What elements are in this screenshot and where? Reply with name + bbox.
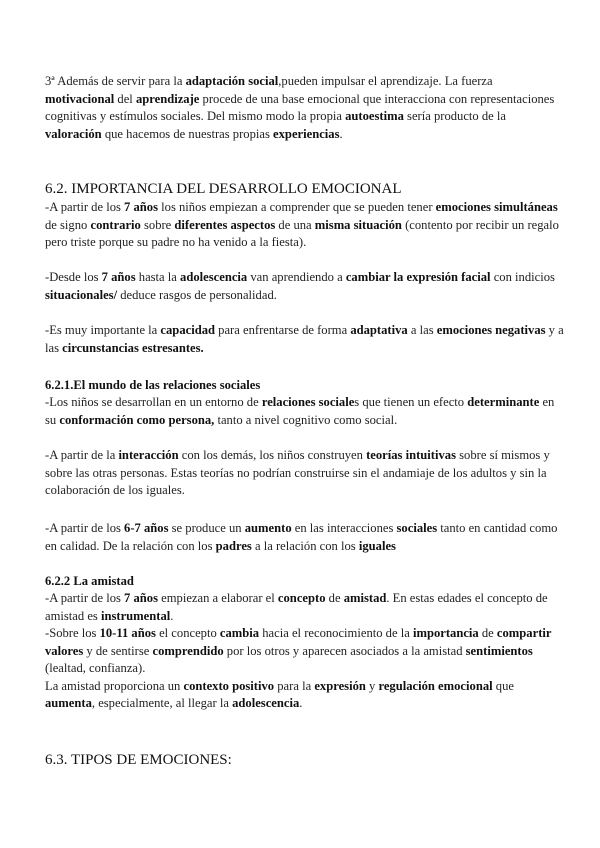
text-run: a las: [407, 323, 437, 337]
text-run: y de sentirse: [83, 643, 153, 658]
bold-text: 7 años: [124, 591, 158, 605]
paragraph-intuitive-theories: [45, 447, 565, 500]
text-run: -Es muy importante la: [45, 323, 161, 337]
text-run: en las interacciones: [291, 521, 397, 535]
text-run: hasta la: [135, 270, 181, 284]
text-run: tanto a nivel cognitivo como social.: [214, 412, 398, 427]
bold-text: adaptación social: [185, 74, 279, 88]
bold-text: adaptativa: [350, 323, 408, 337]
text-run: empiezan a elaborar el: [158, 591, 278, 605]
text-run: deduce rasgos de personalidad.: [117, 287, 277, 302]
text-run: s que tienen un efecto: [354, 395, 468, 409]
text-run: de: [478, 626, 497, 640]
text-run: sería producto de la: [403, 109, 506, 123]
bold-text: misma situación: [314, 217, 402, 232]
text-run: de una: [275, 217, 315, 232]
text-run: .: [339, 126, 343, 141]
bold-text: cambia: [219, 626, 260, 640]
text-run: por los otros y aparecen asociados a la amistad: [223, 643, 466, 658]
bold-text: diferentes aspectos: [174, 217, 276, 232]
bold-text: contexto positivo: [183, 678, 275, 693]
section-heading-6-3: 6.3. TIPOS DE EMOCIONES:: [45, 752, 232, 768]
bold-text: compartir valores: [45, 626, 552, 658]
bold-text: 7 años: [124, 200, 158, 214]
text-run: a la relación con los: [251, 538, 359, 553]
bold-text: experiencias: [273, 126, 340, 141]
bold-text: padres: [215, 538, 252, 553]
text-run: .: [170, 608, 174, 623]
bold-text: importancia: [412, 626, 479, 640]
bold-text: 6-7 años: [124, 521, 169, 535]
bold-text: aprendizaje: [135, 91, 200, 106]
text-run: La amistad proporciona un: [45, 678, 184, 693]
text-run: -A partir de los: [45, 521, 125, 535]
text-run: de: [325, 591, 344, 605]
text-run: ,pueden impulsar el aprendizaje. La fuerza: [278, 74, 493, 88]
text-run: para enfrentarse de forma: [215, 323, 351, 337]
text-run: van aprendiendo a: [247, 270, 346, 284]
text-run: los niños empiezan a comprender que se pueden tener: [158, 200, 436, 214]
paragraph-social-interactions: [45, 520, 565, 555]
text-run: hacia el reconocimiento de la: [259, 626, 413, 640]
bold-text: instrumental: [100, 608, 171, 623]
paragraph-simultaneous-emotions: [45, 199, 565, 252]
text-run: tanto en cantidad como en calidad. De la relación con los: [45, 521, 558, 553]
bold-text: concepto: [277, 591, 326, 605]
section-heading-6-2: 6.2. IMPORTANCIA DEL DESARROLLO EMOCIONAL: [45, 181, 402, 197]
text-run: . En estas edades el concepto de amistad es: [45, 591, 548, 623]
text-run: de signo: [45, 217, 91, 232]
text-run: el concepto: [155, 626, 220, 640]
bold-text: regulación emocional: [378, 678, 493, 693]
bold-text: adolescencia: [180, 270, 248, 284]
text-run: sobre sí mismos y sobre las otras personas. Estas teorías no podrían construirse sin el andamiaje de los adultos y sin la colaboración de los iguales.: [45, 448, 550, 497]
bold-text: aumento: [244, 521, 292, 535]
bold-text: emociones negativas: [436, 323, 546, 337]
text-run: del: [114, 91, 136, 106]
paragraph-friendship: [45, 590, 565, 713]
text-run: -Sobre los: [45, 626, 100, 640]
bold-text: interacción: [118, 448, 179, 462]
bold-text: situacionales/: [45, 287, 118, 302]
text-run: con indicios: [490, 270, 555, 284]
text-run: -A partir de los: [45, 200, 125, 214]
subsection-heading-6-2-2: 6.2.2 La amistad: [45, 574, 134, 588]
text-run: en su: [45, 395, 555, 427]
bold-text: conformación como persona,: [59, 412, 215, 427]
text-run: y a las: [45, 323, 564, 355]
text-run: -Desde los: [45, 270, 102, 284]
bold-text: emociones simultáneas: [435, 200, 558, 214]
bold-text: determinante: [467, 395, 540, 409]
bold-text: 10-11 años: [99, 626, 156, 640]
bold-text: teorías intuitivas: [366, 448, 456, 462]
text-run: (lealtad, confianza).: [45, 661, 146, 675]
text-run: que: [492, 678, 514, 693]
text-run: que hacemos de nuestras propias: [101, 126, 274, 141]
paragraph-social-relations: [45, 394, 565, 429]
text-run: sobre: [140, 217, 175, 232]
bold-text: aumenta: [45, 696, 92, 710]
text-run: (contento por recibir un regalo pero triste porque su padre no ha venido a la fiesta).: [45, 217, 559, 249]
bold-text: autoestima: [345, 109, 404, 123]
bold-text: expresión: [314, 678, 366, 693]
text-run: procede de una base emocional que interacciona con representaciones cognitivas y estímulos sociales. Del mismo modo la propia: [45, 91, 555, 123]
bold-text: relaciones sociale: [261, 395, 355, 409]
bold-text: amistad: [343, 591, 387, 605]
bold-text: valoración: [45, 126, 102, 141]
text-run: para la: [274, 678, 315, 693]
text-run: , especialmente, al llegar la: [91, 696, 233, 710]
bold-text: circunstancias estresantes.: [62, 340, 204, 355]
bold-text: cambiar la expresión facial: [345, 270, 491, 284]
text-run: -A partir de la: [45, 448, 119, 462]
text-run: con los demás, los niños construyen: [178, 448, 367, 462]
bold-text: capacidad: [160, 323, 216, 337]
paragraph-intro: [45, 73, 565, 143]
bold-text: comprendido: [152, 643, 224, 658]
text-run: y: [365, 678, 379, 693]
bold-text: sentimientos: [465, 643, 533, 658]
paragraph-facial-expression: [45, 269, 565, 304]
bold-text: motivacional: [45, 91, 115, 106]
text-run: .: [299, 696, 303, 710]
text-run: 3ª Además de servir para la: [45, 74, 186, 88]
bold-text: iguales: [358, 538, 396, 553]
bold-text: 7 años: [101, 270, 136, 284]
bold-text: sociales: [396, 521, 438, 535]
paragraph-negative-emotions: [45, 322, 565, 357]
text-run: -Los niños se desarrollan en un entorno de: [45, 395, 262, 409]
text-run: -A partir de los: [45, 591, 125, 605]
bold-text: contrario: [90, 217, 141, 232]
bold-text: adolescencia: [232, 696, 300, 710]
subsection-heading-6-2-1: 6.2.1.El mundo de las relaciones sociales: [45, 378, 261, 392]
text-run: se produce un: [168, 521, 245, 535]
